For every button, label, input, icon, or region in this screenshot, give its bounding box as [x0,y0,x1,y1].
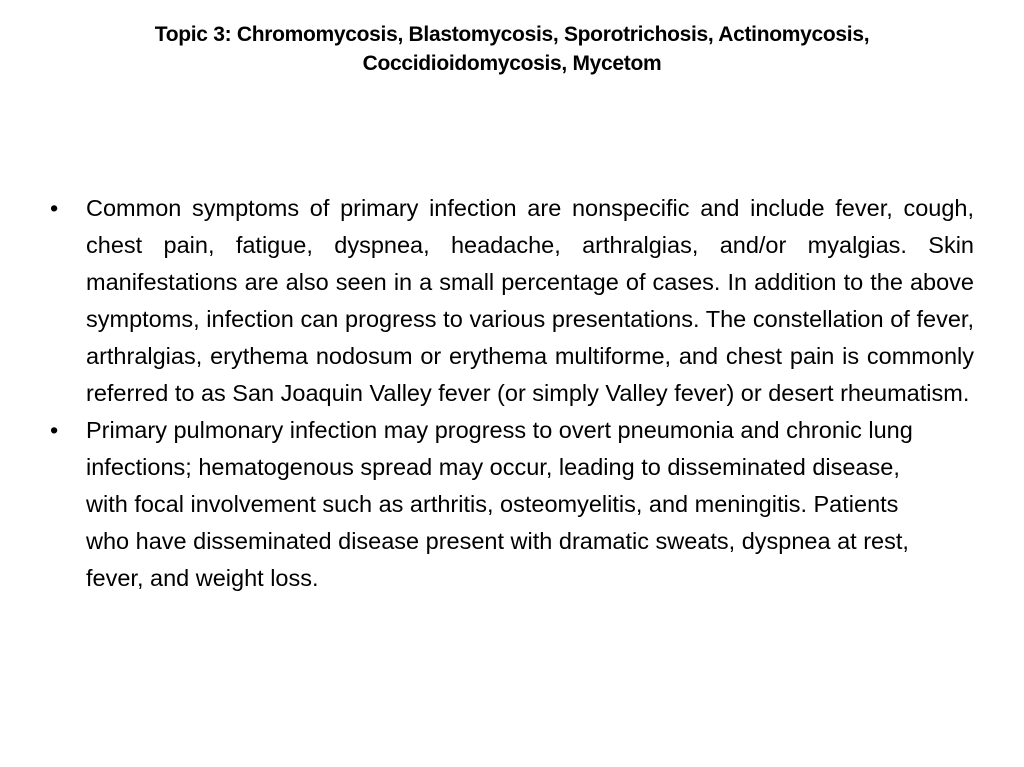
slide-title [0,20,1024,78]
bullet-list [50,190,974,597]
title-line-1: Topic 3: Chromomycosis, Blastomycosis, Sporotrichosis, Actinomycosis, [154,23,870,46]
bullet-item: • Common symptoms of primary infection are nonspecific and include fever, cough, chest pain, fatigue, dyspnea, headache, arthralgias, and/or myalgias. Skin manifestations are also seen in a small percentage of cases. In addition to the above symptoms, infection can progress to various presentations. The constellation of fever, arthralgias, erythema nodosum or erythema multiforme, and chest pain is commonly referred to as San Joaquin Valley fever (or simply Valley fever) or desert rheumatism. [50,190,974,412]
bullet-item: • Primary pulmonary infection may progress to overt pneumonia and chronic lung infections; hematogenous spread may occur, leading to disseminated disease, with focal involvement such as arthritis, osteomyelitis, and meningitis. Patients who have disseminated disease present with dramatic sweats, dyspnea at rest, fever, and weight loss. [50,412,974,597]
title-line-2: Coccidioidomycosis, Mycetom [362,52,662,75]
